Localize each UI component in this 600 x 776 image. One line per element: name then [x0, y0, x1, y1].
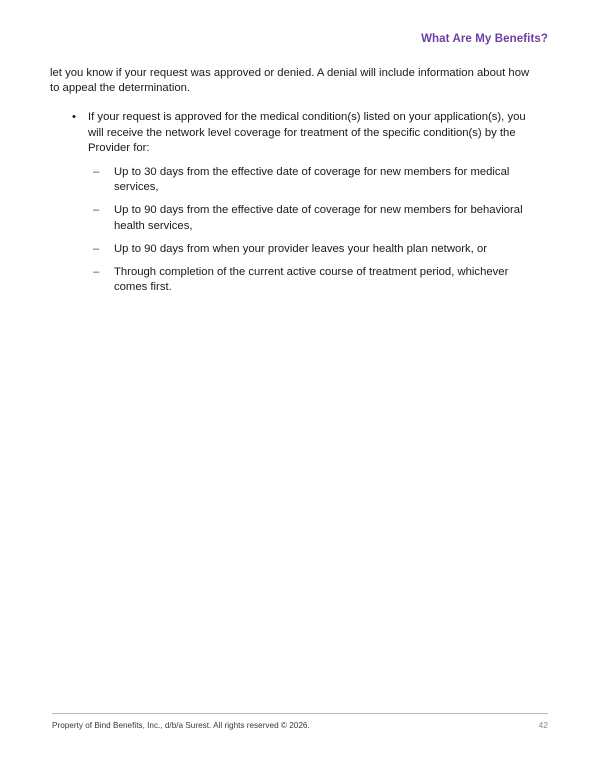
- list-item-text: Up to 90 days from when your provider leaves your health plan network, or: [114, 242, 487, 255]
- list-item: [50, 110, 534, 295]
- list-item: [93, 165, 534, 195]
- dash-marker-icon: –: [93, 266, 100, 279]
- dash-marker-icon: –: [93, 204, 100, 217]
- intro-paragraph: let you know if your request was approved or denied. A denial will include information about how to appeal the determination.: [50, 67, 530, 95]
- list-item-text: If your request is approved for the medical condition(s) listed on your application(s), you will receive the network level coverage for treatment of the specific condition(s) by the Provider for:: [88, 111, 526, 154]
- list-item: [93, 203, 534, 233]
- list-item-text: Up to 90 days from the effective date of coverage for new members for behavioral health services,: [114, 204, 523, 232]
- footer-copyright: Property of Bind Benefits, Inc., d/b/a Surest. All rights reserved © 2026.: [52, 721, 310, 730]
- list-item: [93, 242, 534, 257]
- bullet-list: [50, 110, 534, 295]
- list-item-text: Through completion of the current active course of treatment period, whichever comes first.: [114, 266, 509, 294]
- list-item-text: Up to 30 days from the effective date of coverage for new members for medical services,: [114, 166, 510, 194]
- dash-marker-icon: –: [93, 242, 100, 255]
- footer-divider: [52, 713, 548, 714]
- running-header: What Are My Benefits?: [421, 33, 548, 45]
- page-content: [50, 66, 534, 295]
- footer-row: [52, 720, 548, 731]
- page-footer: [52, 713, 548, 731]
- page-number: 42: [538, 720, 548, 730]
- sub-bullet-list: [88, 165, 534, 295]
- bullet-marker-icon: •: [72, 111, 76, 124]
- list-item: [93, 265, 534, 295]
- dash-marker-icon: –: [93, 166, 100, 179]
